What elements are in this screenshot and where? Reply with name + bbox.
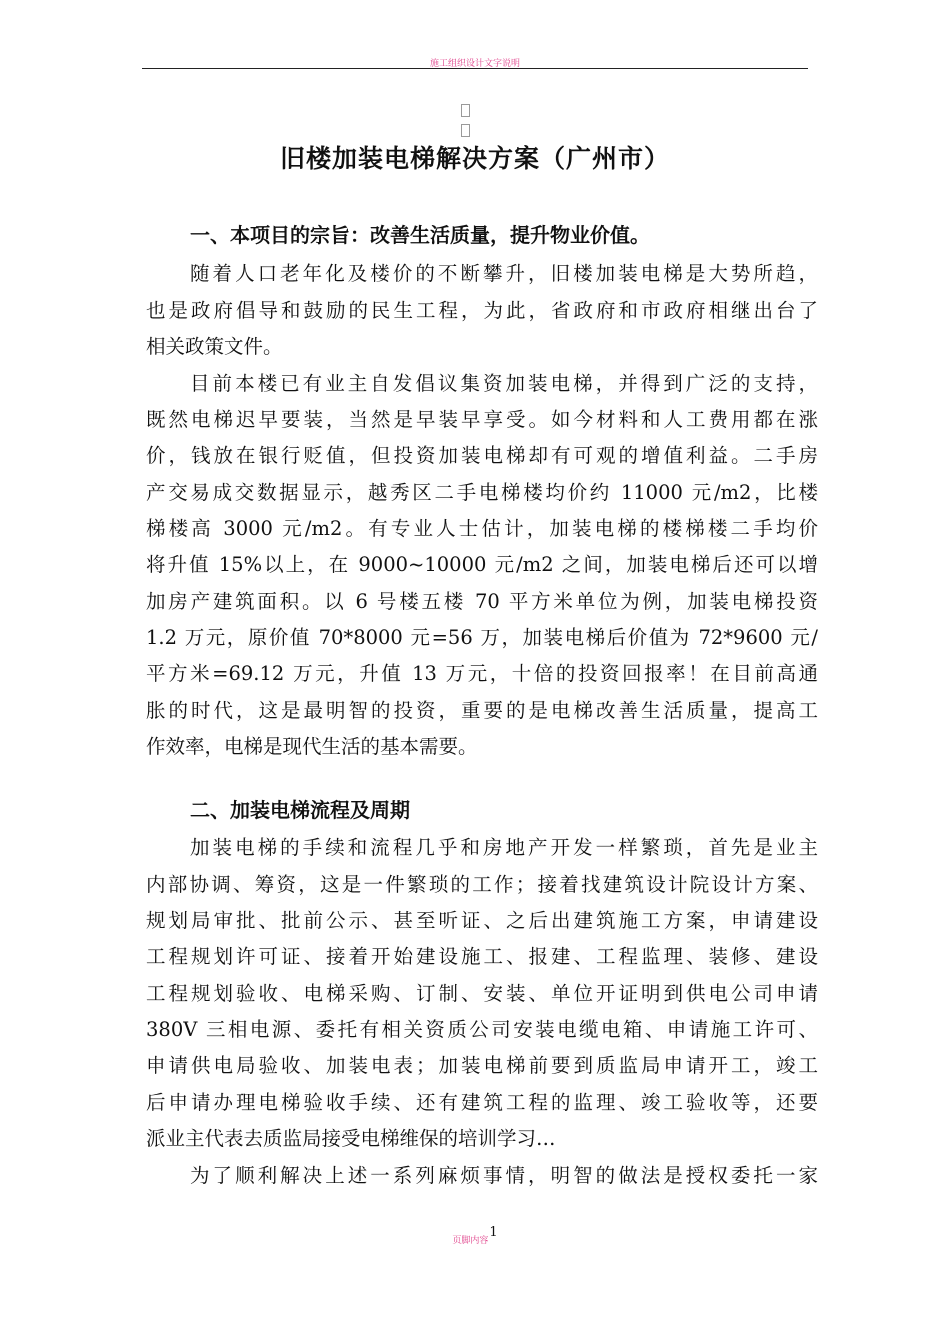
header-rule	[142, 68, 808, 69]
body-line: 价，钱放在银行贬值，但投资加装电梯却有可观的增值利益。二手房	[146, 444, 818, 467]
body-line: 规划局审批、批前公示、甚至听证、之后出建筑施工方案，申请建设	[146, 909, 818, 932]
body-line: 也是政府倡导和鼓励的民生工程，为此，省政府和市政府相继出台了	[146, 299, 818, 322]
body-line: 派业主代表去质监局接受电梯维保的培训学习…	[146, 1127, 556, 1150]
body-line: 加装电梯的手续和流程几乎和房地产开发一样繁琐，首先是业主	[190, 836, 818, 859]
body-line: 作效率，电梯是现代生活的基本需要。	[146, 735, 478, 758]
body-line: 工程规划许可证、接着开始建设施工、报建、工程监理、装修、建设	[146, 945, 818, 968]
body-line: 平方米=69.12 万元，升值 13 万元，十倍的投资回报率！在目前高通	[146, 662, 818, 685]
page-header-text: 施工组织设计文字说明	[429, 59, 520, 69]
page-number: 1	[489, 1225, 498, 1240]
page-footer	[0, 1225, 950, 1247]
placeholder-box-icon	[461, 124, 470, 137]
body-line: 产交易成交数据显示，越秀区二手电梯楼均价约 11000 元/m2，比楼	[146, 481, 818, 504]
body-line: 加房产建筑面积。以 6 号楼五楼 70 平方米单位为例，加装电梯投资	[146, 590, 818, 613]
body-line: 380V 三相电源、委托有相关资质公司安装电缆电箱、申请施工许可、	[146, 1018, 818, 1041]
body-line: 随着人口老年化及楼价的不断攀升，旧楼加装电梯是大势所趋，	[190, 262, 818, 285]
placeholder-box-icon	[461, 104, 470, 117]
footer-text: 页脚内容	[452, 1236, 489, 1246]
body-line: 目前本楼已有业主自发倡议集资加装电梯，并得到广泛的支持，	[190, 372, 818, 395]
section-heading: 一、本项目的宗旨：改善生活质量，提升物业价值。	[190, 223, 650, 247]
body-line: 梯楼高 3000 元/m2。有专业人士估计，加装电梯的楼梯楼二手均价	[146, 517, 818, 540]
body-line: 后申请办理电梯验收手续、还有建筑工程的监理、竣工验收等，还要	[146, 1091, 818, 1114]
body-line: 胀的时代，这是最明智的投资，重要的是电梯改善生活质量，提高工	[146, 699, 818, 722]
body-line: 将升值 15%以上，在 9000~10000 元/m2 之间，加装电梯后还可以增	[146, 553, 818, 576]
body-line: 工程规划验收、电梯采购、订制、安装、单位开证明到供电公司申请	[146, 982, 818, 1005]
body-line: 相关政策文件。	[146, 335, 283, 358]
document-title: 旧楼加装电梯解决方案（广州市）	[279, 144, 670, 173]
section-heading: 二、加装电梯流程及周期	[190, 798, 410, 822]
body-line: 内部协调、筹资，这是一件繁琐的工作；接着找建筑设计院设计方案、	[146, 873, 818, 896]
body-line: 既然电梯迟早要装，当然是早装早享受。如今材料和人工费用都在涨	[146, 408, 818, 431]
body-line: 1.2 万元，原价值 70*8000 元=56 万，加装电梯后价值为 72*9600 元/	[146, 626, 818, 649]
body-line: 申请供电局验收、加装电表；加装电梯前要到质监局申请开工，竣工	[146, 1054, 818, 1077]
placeholder-marks	[461, 104, 473, 144]
body-line: 为了顺利解决上述一系列麻烦事情，明智的做法是授权委托一家	[190, 1164, 818, 1187]
